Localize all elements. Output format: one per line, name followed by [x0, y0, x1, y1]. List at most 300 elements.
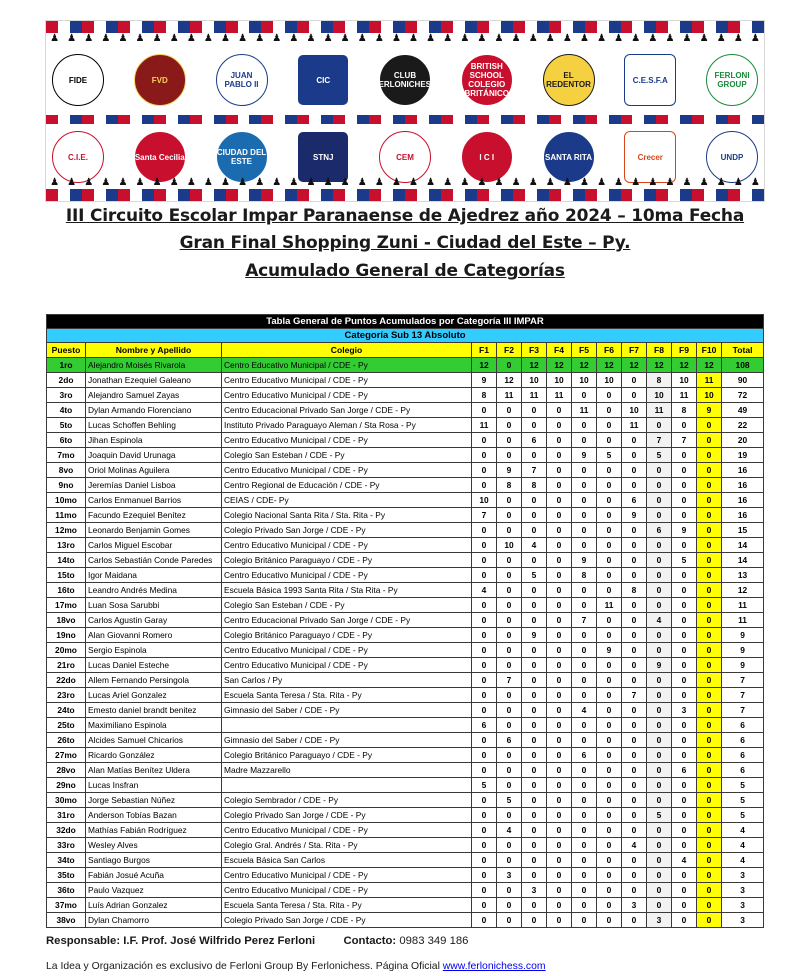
header-cell: F10 — [697, 343, 722, 358]
table-row — [47, 778, 764, 793]
round-score-cell: 0 — [472, 598, 497, 613]
round-score-cell: 0 — [597, 853, 622, 868]
table-row — [47, 643, 764, 658]
round-score-cell: 0 — [647, 628, 672, 643]
rank-cell: 13ro — [47, 538, 86, 553]
pawn-border-bottom: ♟ ♟ ♟ ♟ ♟ ♟ ♟ ♟ ♟ ♟ ♟ ♟ ♟ ♟ ♟ ♟ ♟ ♟ ♟ ♟ ♟ ♟ ♟ ♟ ♟ ♟ ♟ ♟ ♟ ♟ ♟ ♟ ♟ ♟ ♟ ♟ ♟ ♟ ♟ ♟ ♟ ♟ — [50, 177, 760, 188]
round-score-cell: 0 — [497, 763, 522, 778]
round-score-cell: 0 — [672, 748, 697, 763]
round-score-cell: 0 — [672, 463, 697, 478]
round-score-cell: 0 — [597, 793, 622, 808]
player-name-cell: Alan Giovanni Romero — [86, 628, 222, 643]
header-cell: F2 — [497, 343, 522, 358]
round-score-cell: 0 — [622, 448, 647, 463]
round-score-cell: 0 — [697, 433, 722, 448]
round-score-cell: 0 — [672, 823, 697, 838]
round-score-cell: 0 — [597, 583, 622, 598]
round-score-cell: 0 — [622, 478, 647, 493]
el-redentor-logo: EL REDENTOR — [543, 54, 595, 106]
british-school-logo: BRITISH SCHOOL COLEGIO BRITÁNICO — [461, 54, 513, 106]
round-score-cell: 0 — [497, 628, 522, 643]
round-score-cell: 0 — [522, 718, 547, 733]
rank-cell: 21ro — [47, 658, 86, 673]
round-score-cell: 0 — [697, 613, 722, 628]
total-cell: 7 — [722, 673, 764, 688]
round-score-cell: 0 — [522, 793, 547, 808]
website-link[interactable]: www.ferlonichess.com — [442, 961, 546, 972]
table-row — [47, 493, 764, 508]
rank-cell: 10mo — [47, 493, 86, 508]
ici-logo: I C I — [461, 131, 513, 183]
table-row — [47, 823, 764, 838]
footer-idea — [46, 961, 546, 972]
player-name-cell: Luan Sosa Sarubbi — [86, 598, 222, 613]
round-score-cell: 0 — [672, 493, 697, 508]
rank-cell: 7mo — [47, 448, 86, 463]
round-score-cell: 0 — [522, 838, 547, 853]
round-score-cell: 3 — [647, 913, 672, 928]
round-score-cell: 7 — [647, 433, 672, 448]
round-score-cell: 10 — [572, 373, 597, 388]
round-score-cell: 0 — [572, 688, 597, 703]
round-score-cell: 0 — [547, 478, 572, 493]
player-name-cell: Carlos Enmanuel Barrios — [86, 493, 222, 508]
player-name-cell: Allem Fernando Persingola — [86, 673, 222, 688]
round-score-cell: 5 — [472, 778, 497, 793]
fvd-logo: FVD — [134, 54, 186, 106]
school-cell: Colegio Británico Paraguayo / CDE - Py — [222, 628, 472, 643]
round-score-cell: 0 — [547, 898, 572, 913]
player-name-cell: Lucas Daniel Esteche — [86, 658, 222, 673]
total-cell: 3 — [722, 883, 764, 898]
player-name-cell: Anderson Tobías Bazan — [86, 808, 222, 823]
rank-cell: 15to — [47, 568, 86, 583]
rank-cell: 1ro — [47, 358, 86, 373]
total-cell: 49 — [722, 403, 764, 418]
round-score-cell: 0 — [597, 868, 622, 883]
round-score-cell: 0 — [672, 598, 697, 613]
round-score-cell: 0 — [547, 913, 572, 928]
round-score-cell: 0 — [622, 433, 647, 448]
round-score-cell: 0 — [522, 448, 547, 463]
total-cell: 14 — [722, 553, 764, 568]
school-cell: Centro Educativo Municipal / CDE - Py — [222, 658, 472, 673]
round-score-cell: 0 — [547, 568, 572, 583]
total-cell: 6 — [722, 733, 764, 748]
round-score-cell: 0 — [472, 403, 497, 418]
round-score-cell: 0 — [622, 823, 647, 838]
round-score-cell: 0 — [572, 823, 597, 838]
round-score-cell: 0 — [472, 538, 497, 553]
round-score-cell: 0 — [522, 703, 547, 718]
round-score-cell: 0 — [472, 748, 497, 763]
round-score-cell: 12 — [522, 358, 547, 373]
round-score-cell: 11 — [697, 373, 722, 388]
player-name-cell: Carlos Sebastián Conde Paredes — [86, 553, 222, 568]
round-score-cell: 0 — [522, 613, 547, 628]
round-score-cell: 0 — [647, 493, 672, 508]
juan-pablo-logo: JUAN PABLO II — [216, 54, 268, 106]
round-score-cell: 0 — [547, 733, 572, 748]
round-score-cell: 0 — [697, 493, 722, 508]
round-score-cell: 0 — [647, 583, 672, 598]
table-row — [47, 658, 764, 673]
round-score-cell: 0 — [522, 418, 547, 433]
round-score-cell: 0 — [522, 598, 547, 613]
round-score-cell: 8 — [647, 373, 672, 388]
round-score-cell: 11 — [672, 388, 697, 403]
round-score-cell: 0 — [472, 658, 497, 673]
rank-cell: 8vo — [47, 463, 86, 478]
player-name-cell: Emesto daniel brandt benitez — [86, 703, 222, 718]
rank-cell: 22do — [47, 673, 86, 688]
round-score-cell: 0 — [497, 808, 522, 823]
table-row — [47, 538, 764, 553]
round-score-cell: 0 — [572, 913, 597, 928]
round-score-cell: 10 — [622, 403, 647, 418]
table-row — [47, 478, 764, 493]
round-score-cell: 0 — [497, 403, 522, 418]
round-score-cell: 0 — [622, 643, 647, 658]
round-score-cell: 0 — [547, 793, 572, 808]
table-row — [47, 523, 764, 538]
total-cell: 3 — [722, 898, 764, 913]
logo-row-1 — [52, 47, 758, 113]
total-cell: 4 — [722, 853, 764, 868]
round-score-cell: 9 — [672, 523, 697, 538]
round-score-cell: 0 — [497, 838, 522, 853]
cie-logo: C.I.E. — [52, 131, 104, 183]
school-cell: Centro Educativo Municipal / CDE - Py — [222, 358, 472, 373]
round-score-cell: 0 — [472, 703, 497, 718]
round-score-cell: 0 — [672, 793, 697, 808]
round-score-cell: 0 — [672, 628, 697, 643]
round-score-cell: 9 — [572, 553, 597, 568]
round-score-cell: 0 — [472, 793, 497, 808]
round-score-cell: 0 — [697, 838, 722, 853]
round-score-cell: 7 — [497, 673, 522, 688]
round-score-cell: 0 — [672, 718, 697, 733]
rank-cell: 35to — [47, 868, 86, 883]
round-score-cell: 0 — [697, 628, 722, 643]
round-score-cell: 7 — [572, 613, 597, 628]
school-cell: Centro Regional de Educación / CDE - Py — [222, 478, 472, 493]
round-score-cell: 0 — [647, 568, 672, 583]
round-score-cell: 0 — [547, 418, 572, 433]
round-score-cell: 11 — [497, 388, 522, 403]
table-row — [47, 553, 764, 568]
school-cell: Gimnasio del Saber / CDE - Py — [222, 703, 472, 718]
santa-cecilia-logo: Santa Cecilia — [134, 131, 186, 183]
round-score-cell: 0 — [697, 913, 722, 928]
round-score-cell: 0 — [497, 553, 522, 568]
round-score-cell: 0 — [472, 733, 497, 748]
round-score-cell: 0 — [472, 568, 497, 583]
contacto-value: 0983 349 186 — [399, 935, 469, 947]
round-score-cell: 0 — [547, 838, 572, 853]
round-score-cell: 0 — [622, 658, 647, 673]
footer-responsable — [46, 935, 468, 947]
round-score-cell: 0 — [472, 913, 497, 928]
round-score-cell: 0 — [497, 523, 522, 538]
round-score-cell: 0 — [672, 883, 697, 898]
rank-cell: 19no — [47, 628, 86, 643]
round-score-cell: 0 — [472, 898, 497, 913]
round-score-cell: 3 — [672, 703, 697, 718]
round-score-cell: 4 — [647, 613, 672, 628]
cem-logo: CEM — [379, 131, 431, 183]
round-score-cell: 7 — [672, 433, 697, 448]
total-cell: 16 — [722, 478, 764, 493]
round-score-cell: 0 — [572, 868, 597, 883]
header-cell: F1 — [472, 343, 497, 358]
total-cell: 5 — [722, 793, 764, 808]
total-cell: 5 — [722, 778, 764, 793]
round-score-cell: 0 — [572, 808, 597, 823]
round-score-cell: 0 — [522, 868, 547, 883]
round-score-cell: 0 — [547, 748, 572, 763]
header-cell: F7 — [622, 343, 647, 358]
round-score-cell: 0 — [697, 868, 722, 883]
round-score-cell: 0 — [547, 658, 572, 673]
round-score-cell: 8 — [672, 403, 697, 418]
total-cell: 6 — [722, 748, 764, 763]
round-score-cell: 0 — [647, 838, 672, 853]
round-score-cell: 10 — [472, 493, 497, 508]
round-score-cell: 0 — [497, 433, 522, 448]
rank-cell: 6to — [47, 433, 86, 448]
round-score-cell: 0 — [572, 778, 597, 793]
round-score-cell: 0 — [472, 808, 497, 823]
round-score-cell: 6 — [572, 748, 597, 763]
rank-cell: 27mo — [47, 748, 86, 763]
table-row — [47, 628, 764, 643]
round-score-cell: 0 — [522, 853, 547, 868]
table-row — [47, 358, 764, 373]
round-score-cell: 0 — [672, 868, 697, 883]
round-score-cell: 0 — [672, 673, 697, 688]
round-score-cell: 0 — [647, 478, 672, 493]
round-score-cell: 0 — [672, 448, 697, 463]
round-score-cell: 0 — [547, 703, 572, 718]
round-score-cell: 0 — [672, 808, 697, 823]
table-row — [47, 403, 764, 418]
pawn-border-top: ♟ ♟ ♟ ♟ ♟ ♟ ♟ ♟ ♟ ♟ ♟ ♟ ♟ ♟ ♟ ♟ ♟ ♟ ♟ ♟ ♟ ♟ ♟ ♟ ♟ ♟ ♟ ♟ ♟ ♟ ♟ ♟ ♟ ♟ ♟ ♟ ♟ ♟ ♟ ♟ ♟ ♟ — [50, 33, 760, 44]
title-line-3: Acumulado General de Categorías — [245, 261, 565, 281]
round-score-cell: 0 — [497, 583, 522, 598]
round-score-cell: 5 — [597, 448, 622, 463]
header-row — [47, 343, 764, 358]
round-score-cell: 12 — [497, 373, 522, 388]
player-name-cell: Alcides Samuel Chicarios — [86, 733, 222, 748]
header-cell: F8 — [647, 343, 672, 358]
round-score-cell: 0 — [497, 718, 522, 733]
total-cell: 5 — [722, 808, 764, 823]
round-score-cell: 0 — [597, 478, 622, 493]
rank-cell: 9no — [47, 478, 86, 493]
round-score-cell: 0 — [622, 598, 647, 613]
round-score-cell: 0 — [622, 463, 647, 478]
round-score-cell: 4 — [672, 853, 697, 868]
total-cell: 9 — [722, 628, 764, 643]
round-score-cell: 0 — [547, 538, 572, 553]
round-score-cell: 0 — [497, 493, 522, 508]
round-score-cell: 0 — [672, 643, 697, 658]
player-name-cell: Lucas Schoffen Behling — [86, 418, 222, 433]
round-score-cell: 0 — [647, 883, 672, 898]
round-score-cell: 0 — [647, 643, 672, 658]
round-score-cell: 0 — [697, 748, 722, 763]
round-score-cell: 0 — [547, 598, 572, 613]
round-score-cell: 0 — [697, 898, 722, 913]
player-name-cell: Wesley Alves — [86, 838, 222, 853]
round-score-cell: 6 — [497, 733, 522, 748]
round-score-cell: 0 — [697, 418, 722, 433]
school-cell: Colegio Sembrador / CDE - Py — [222, 793, 472, 808]
round-score-cell: 11 — [522, 388, 547, 403]
round-score-cell: 0 — [622, 718, 647, 733]
total-cell: 108 — [722, 358, 764, 373]
round-score-cell: 0 — [647, 898, 672, 913]
player-name-cell: Luís Adrian Gonzalez — [86, 898, 222, 913]
round-score-cell: 0 — [622, 703, 647, 718]
round-score-cell: 0 — [572, 733, 597, 748]
round-score-cell: 0 — [697, 553, 722, 568]
round-score-cell: 0 — [622, 913, 647, 928]
round-score-cell: 0 — [597, 508, 622, 523]
school-cell: Centro Educativo Municipal / CDE - Py — [222, 568, 472, 583]
round-score-cell: 0 — [697, 853, 722, 868]
round-score-cell: 0 — [547, 433, 572, 448]
round-score-cell: 0 — [622, 868, 647, 883]
round-score-cell: 0 — [597, 703, 622, 718]
cic-logo: CIC — [297, 54, 349, 106]
round-score-cell: 0 — [522, 583, 547, 598]
round-score-cell: 0 — [547, 613, 572, 628]
round-score-cell: 0 — [547, 763, 572, 778]
round-score-cell: 0 — [572, 793, 597, 808]
round-score-cell: 0 — [497, 913, 522, 928]
round-score-cell: 0 — [472, 433, 497, 448]
round-score-cell: 0 — [522, 508, 547, 523]
school-cell: Centro Educativo Municipal / CDE - Py — [222, 463, 472, 478]
table-row — [47, 583, 764, 598]
total-cell: 16 — [722, 508, 764, 523]
round-score-cell: 0 — [697, 508, 722, 523]
round-score-cell: 0 — [597, 628, 622, 643]
player-name-cell: Jorge Sebastian Núñez — [86, 793, 222, 808]
header-cell: F9 — [672, 343, 697, 358]
player-name-cell: Facundo Ezequiel Benítez — [86, 508, 222, 523]
crecer-logo: Crecer — [624, 131, 676, 183]
header-cell: F4 — [547, 343, 572, 358]
round-score-cell: 6 — [622, 493, 647, 508]
title-line-2: Gran Final Shopping Zuni - Ciudad del Este – Py. — [179, 233, 631, 253]
player-name-cell: Jihan Espinola — [86, 433, 222, 448]
school-cell: San Carlos / Py — [222, 673, 472, 688]
round-score-cell: 12 — [547, 358, 572, 373]
round-score-cell: 0 — [572, 853, 597, 868]
round-score-cell: 0 — [497, 448, 522, 463]
table-row — [47, 763, 764, 778]
school-cell: Madre Mazzarello — [222, 763, 472, 778]
school-cell: Centro Educativo Municipal / CDE - Py — [222, 388, 472, 403]
round-score-cell: 0 — [697, 568, 722, 583]
round-score-cell: 0 — [497, 643, 522, 658]
round-score-cell: 0 — [572, 388, 597, 403]
round-score-cell: 0 — [497, 658, 522, 673]
school-cell: Colegio Privado San Jorge / CDE - Py — [222, 523, 472, 538]
player-name-cell: Lucas Insfran — [86, 778, 222, 793]
round-score-cell: 0 — [647, 793, 672, 808]
colegio-ciudad-del-este-logo: CIUDAD DEL ESTE — [216, 131, 268, 183]
round-score-cell: 0 — [647, 418, 672, 433]
player-name-cell: Paulo Vazquez — [86, 883, 222, 898]
school-cell: Colegio Privado San Jorge / CDE - Py — [222, 808, 472, 823]
player-name-cell: Alejandro Moisés Rivarola — [86, 358, 222, 373]
round-score-cell: 0 — [597, 493, 622, 508]
round-score-cell: 0 — [647, 463, 672, 478]
round-score-cell: 0 — [597, 718, 622, 733]
round-score-cell: 7 — [522, 463, 547, 478]
title-line-1: III Circuito Escolar Impar Paranaense de Ajedrez año 2024 – 10ma Fecha — [65, 206, 745, 226]
school-cell: Centro Educativo Municipal / CDE - Py — [222, 643, 472, 658]
round-score-cell: 0 — [622, 748, 647, 763]
round-score-cell: 6 — [522, 433, 547, 448]
round-score-cell: 0 — [697, 808, 722, 823]
round-score-cell: 4 — [522, 538, 547, 553]
round-score-cell: 0 — [472, 853, 497, 868]
round-score-cell: 0 — [597, 403, 622, 418]
school-cell — [222, 718, 472, 733]
round-score-cell: 0 — [597, 523, 622, 538]
round-score-cell: 0 — [697, 523, 722, 538]
round-score-cell: 0 — [622, 628, 647, 643]
round-score-cell: 7 — [622, 688, 647, 703]
round-score-cell: 0 — [597, 568, 622, 583]
round-score-cell: 4 — [497, 823, 522, 838]
total-cell: 13 — [722, 568, 764, 583]
table-row — [47, 913, 764, 928]
round-score-cell: 0 — [572, 628, 597, 643]
undp-logo: UNDP — [706, 131, 758, 183]
header-cell: F5 — [572, 343, 597, 358]
round-score-cell: 0 — [647, 733, 672, 748]
idea-text: La Idea y Organización es exclusivo de Ferloni Group By Ferlonichess. Página Oficial — [46, 961, 440, 972]
player-name-cell: Alejandro Samuel Zayas — [86, 388, 222, 403]
round-score-cell: 0 — [497, 853, 522, 868]
round-score-cell: 0 — [647, 688, 672, 703]
round-score-cell: 0 — [647, 598, 672, 613]
school-cell: Colegio Británico Paraguayo / CDE - Py — [222, 748, 472, 763]
player-name-cell: Carlos Miguel Escobar — [86, 538, 222, 553]
rank-cell: 36to — [47, 883, 86, 898]
round-score-cell: 6 — [672, 763, 697, 778]
player-name-cell: Fabián Josué Acuña — [86, 868, 222, 883]
table-row — [47, 448, 764, 463]
round-score-cell: 0 — [547, 628, 572, 643]
round-score-cell: 0 — [572, 508, 597, 523]
school-cell: Escuela Santa Teresa / Sta. Rita - Py — [222, 688, 472, 703]
round-score-cell: 0 — [622, 763, 647, 778]
round-score-cell: 0 — [497, 598, 522, 613]
total-cell: 7 — [722, 703, 764, 718]
round-score-cell: 0 — [547, 778, 572, 793]
player-name-cell: Ricardo González — [86, 748, 222, 763]
rank-cell: 24to — [47, 703, 86, 718]
table-row — [47, 703, 764, 718]
school-cell: Centro Educacional Privado San Jorge / CDE - Py — [222, 403, 472, 418]
